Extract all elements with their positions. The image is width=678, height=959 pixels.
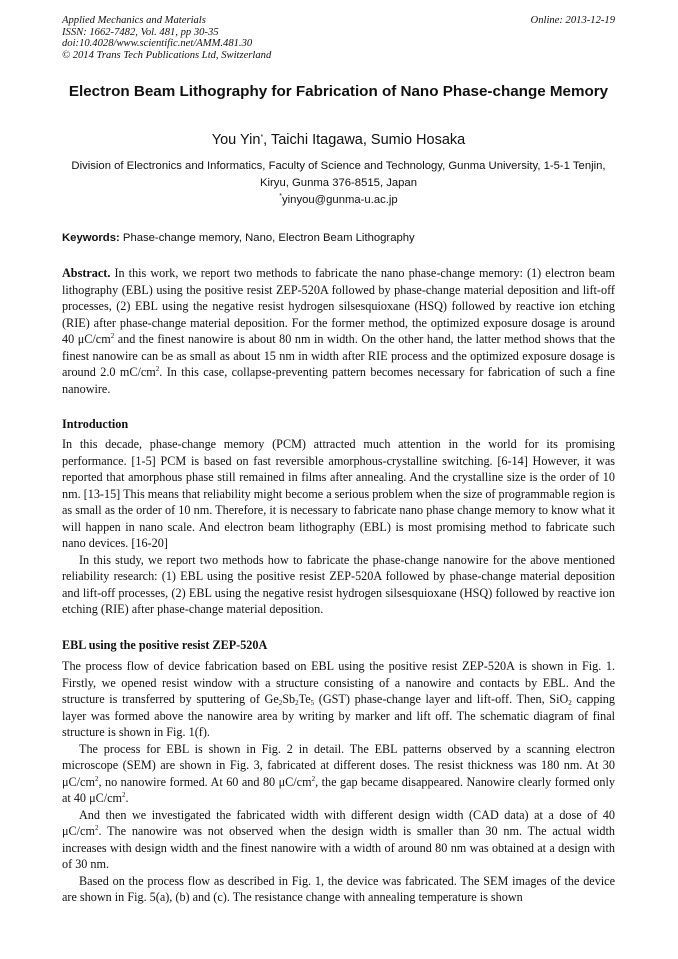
ebl-paragraph-3: And then we investigated the fabricated width with different design width (CAD data) at a dose of 40 $\mu C/cm^2$. The nanowire was not observed when the design width is smaller than 30 nm. The actual width increases with design width and the finest nanowire with a width of around 80 nm was obtained at a design with of 30 nm. xyxy=(62,807,615,871)
introduction-body xyxy=(62,436,615,618)
author-name: You Yin xyxy=(211,132,261,148)
author-line xyxy=(62,132,615,148)
email-mark: * xyxy=(279,193,282,200)
journal-header xyxy=(62,15,482,61)
ebl-heading: EBL using the positive resist ZEP-520A xyxy=(62,638,268,652)
copyright-line: © 2014 Trans Tech Publications Ltd, Switzerland xyxy=(62,49,272,61)
abstract-text-2: and the finest nanowire is about 80 nm in width. On the other hand, the latter method shows that the finest nanowire can be as small as about 15 nm in width after RIE process and the optimized exposure dosage is around 2.0 mC/cm xyxy=(62,332,615,379)
intro-paragraph-2: In this study, we report two methods how to fabricate the phase-change nanowire for the above mentioned reliability research: (1) EBL using the positive resist ZEP-520A followed by phase-change material deposition and lift-off processes, (2) EBL using the negative resist hydrogen silsesquioxane (HSQ) followed by reactive ion etching (RIE) after phase-change material deposition. xyxy=(62,552,615,616)
doi-link[interactable]: doi:10.4028/www.scientific.net/AMM.481.30 xyxy=(62,38,253,50)
keywords-text: Phase-change memory, Nano, Electron Beam Lithography xyxy=(119,232,415,244)
abstract-label: Abstract. xyxy=(62,266,111,280)
corresponding-mark: * xyxy=(260,134,264,141)
email-line xyxy=(62,194,615,206)
ebl-paragraph-2: The process for EBL is shown in Fig. 2 in detail. The EBL patterns observed by a scanning electron microscope (SEM) are shown in Fig. 3, fabricated at different doses. The resist thickness was 180 nm. At 30 $\mu C/cm^2$, no nanowire formed. At 60 and 80 $\mu C/cm^2$, the gap became disappeared. Nanowire clearly formed only at 40 $\mu C/cm^2$. xyxy=(62,741,616,805)
abstract-sup-2: 2 xyxy=(155,365,160,373)
introduction-heading: Introduction xyxy=(62,417,129,431)
affiliation: Division of Electronics and Informatics, Faculty of Science and Technology, Gunma University, 1-5-1 Tenjin, Kiryu, Gunma 376-8515, Japan xyxy=(71,160,606,189)
intro-paragraph-1: In this decade, phase-change memory (PCM) attracted much attention in the world for its promising performance. [1-5] PCM is based on fast reversible amorphous-crystalline switching. [6-14] However, it was reported that amorphous phase still remained in films after annealing. And the crystalline size is the order of 10 nm. [13-15] This means that reliability might become a serious problem when the size of programmable region is as small as the order of 10 nm. Therefore, it is necessary to fabricate nano phase change memory to know what it will happen in nano scale. And electron beam lithography (EBL) is most promising method to fabricate such nano devices. [16-20] xyxy=(62,437,615,550)
abstract xyxy=(62,265,615,397)
author-names-rest: , Taichi Itagawa, Sumio Hosaka xyxy=(263,132,466,148)
ebl-paragraph-1: The process flow of device fabrication based on EBL using the positive resist ZEP-520A is shown in Fig. 1. Firstly, we opened resist window with a structure consisting of a nanowire and contacts by EBL. And the structure is transferred by sputtering of $Ge_2Sb_2Te_5$ (GST) phase-change layer and lift-off. Then, SiO$_2$ capping layer was formed above the nanowire area by writing by marker and lift off. The schematic diagram of final structure is shown in Fig. 1(f). xyxy=(62,659,615,739)
online-date: Online: 2013-12-19 xyxy=(530,15,615,26)
ebl-body xyxy=(62,658,615,906)
abstract-text-3: . In this case, collapse-preventing pattern becomes necessary for fabrication of such a fine nanowire. xyxy=(62,365,615,396)
abstract-sup-1: 2 xyxy=(110,332,115,340)
email-link[interactable]: yinyou@gunma-u.ac.jp xyxy=(282,194,398,206)
paper-title: Electron Beam Lithography for Fabrication of Nano Phase-change Memory xyxy=(68,83,609,100)
keywords xyxy=(62,232,615,244)
issn-line: ISSN: 1662-7482, Vol. 481, pp 30-35 xyxy=(62,26,219,38)
ebl-paragraph-4: Based on the process flow as described in Fig. 1, the device was fabricated. The SEM images of the device are shown in Fig. 5(a), (b) and (c). The resistance change with annealing temperature is shown xyxy=(62,873,615,904)
journal-name: Applied Mechanics and Materials xyxy=(62,15,206,26)
abstract-text-1: In this work, we report two methods to fabricate the nano phase-change memory: (1) electron beam lithography (EBL) using the positive resist ZEP-520A followed by phase-change material deposition and lift-off processes, (2) EBL using the negative resist hydrogen silsesquioxane (HSQ) followed by reactive ion etching (RIE) after phase-change material deposition. For the former method, the optimized exposure dosage is around 40 μC/cm xyxy=(62,266,615,346)
keywords-label: Keywords: xyxy=(62,232,120,244)
